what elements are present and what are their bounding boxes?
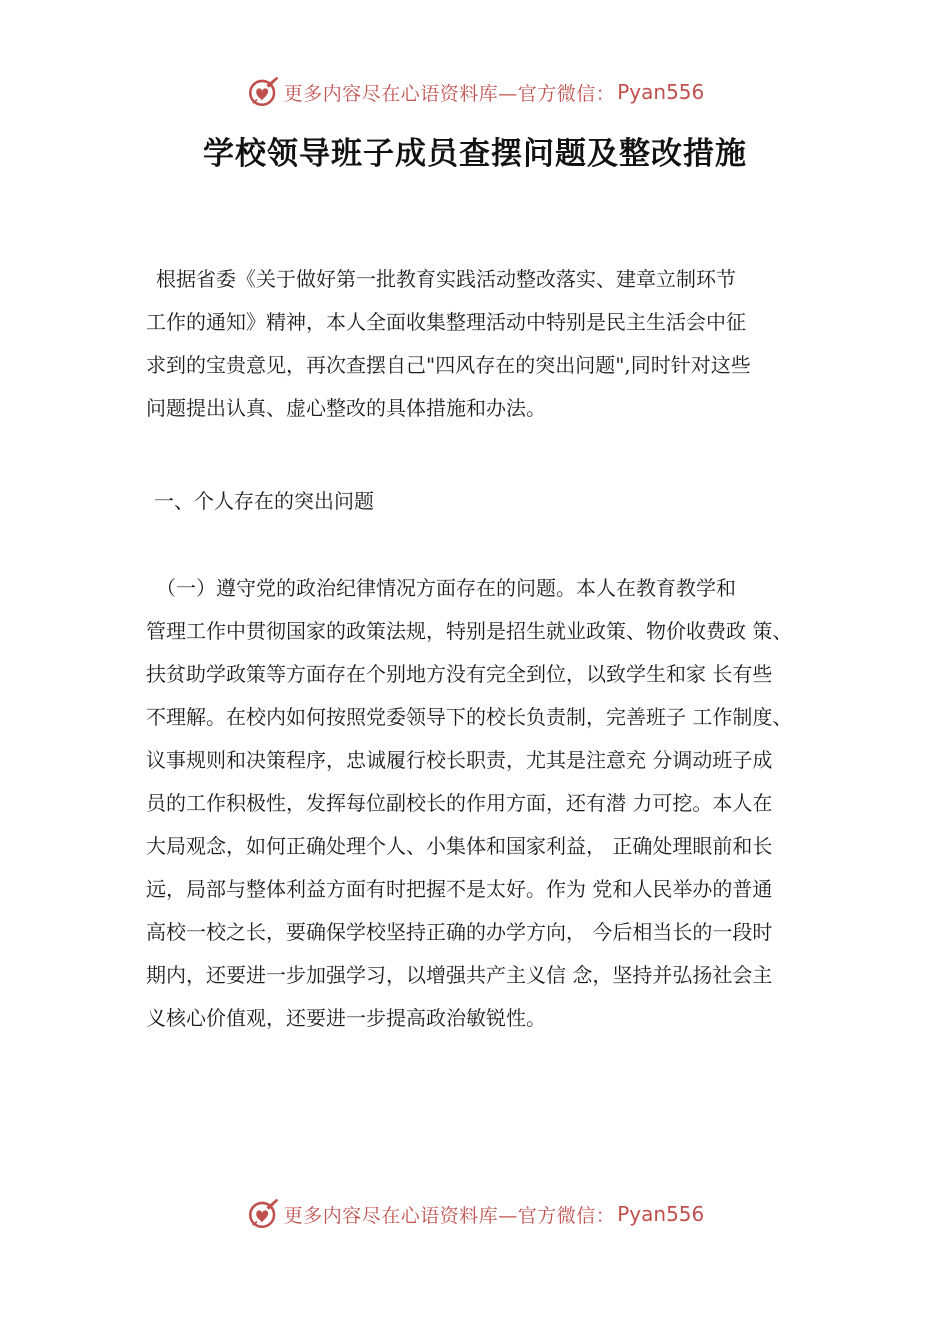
paragraph-line: 员的工作积极性，发挥每位副校长的作用方面，还有潜 力可挖。本人在 <box>146 791 773 815</box>
document-title: 学校领导班子成员查摆问题及整改措施 <box>203 136 747 172</box>
paragraph-line: 大局观念，如何正确处理个人、小集体和国家利益， 正确处理眼前和长 <box>146 834 773 858</box>
intro-paragraph <box>146 258 836 430</box>
paragraph-line: 根据省委《关于做好第一批教育实践活动整改落实、建章立制环节 <box>156 267 736 291</box>
heart-pen-logo-icon <box>246 75 280 109</box>
watermark-wechat-id: Pyan556 <box>617 1202 705 1226</box>
section-paragraph <box>146 567 836 1040</box>
paragraph-line: （一）遵守党的政治纪律情况方面存在的问题。本人在教育教学和 <box>156 576 736 600</box>
watermark-text: 更多内容尽在心语资料库—官方微信： <box>283 82 616 105</box>
header-watermark <box>0 74 950 110</box>
paragraph-line: 高校一校之长，要确保学校坚持正确的办学方向， 今后相当长的一段时 <box>146 920 773 944</box>
paragraph-line: 义核心价值观，还要进一步提高政治敏锐性。 <box>146 1006 546 1030</box>
section-heading-text: 一、个人存在的突出问题 <box>154 489 374 513</box>
footer-watermark <box>0 1196 950 1232</box>
section-heading <box>146 480 836 523</box>
paragraph-line: 管理工作中贯彻国家的政策法规，特别是招生就业政策、物价收费政 策、 <box>146 619 793 643</box>
paragraph-line: 期内，还要进一步加强学习，以增强共产主义信 念，坚持并弘扬社会主 <box>146 963 773 987</box>
heart-pen-logo-icon <box>246 1197 280 1231</box>
paragraph-line: 不理解。在校内如何按照党委领导下的校长负责制，完善班子 工作制度、 <box>146 705 793 729</box>
watermark-text: 更多内容尽在心语资料库—官方微信： <box>283 1204 616 1227</box>
paragraph-line: 远，局部与整体利益方面有时把握不是太好。作为 党和人民举办的普通 <box>146 877 773 901</box>
watermark-wechat-id: Pyan556 <box>617 80 705 104</box>
paragraph-line: 问题提出认真、虚心整改的具体措施和办法。 <box>146 396 546 420</box>
paragraph-line: 议事规则和决策程序，忠诚履行校长职责，尤其是注意充 分调动班子成 <box>146 748 773 772</box>
paragraph-line: 扶贫助学政策等方面存在个别地方没有完全到位，以致学生和家 长有些 <box>146 662 773 686</box>
paragraph-line: 求到的宝贵意见，再次查摆自己"四风存在的突出问题",同时针对这些 <box>146 353 751 377</box>
paragraph-line: 工作的通知》精神，本人全面收集整理活动中特别是民主生活会中征 <box>146 310 746 334</box>
